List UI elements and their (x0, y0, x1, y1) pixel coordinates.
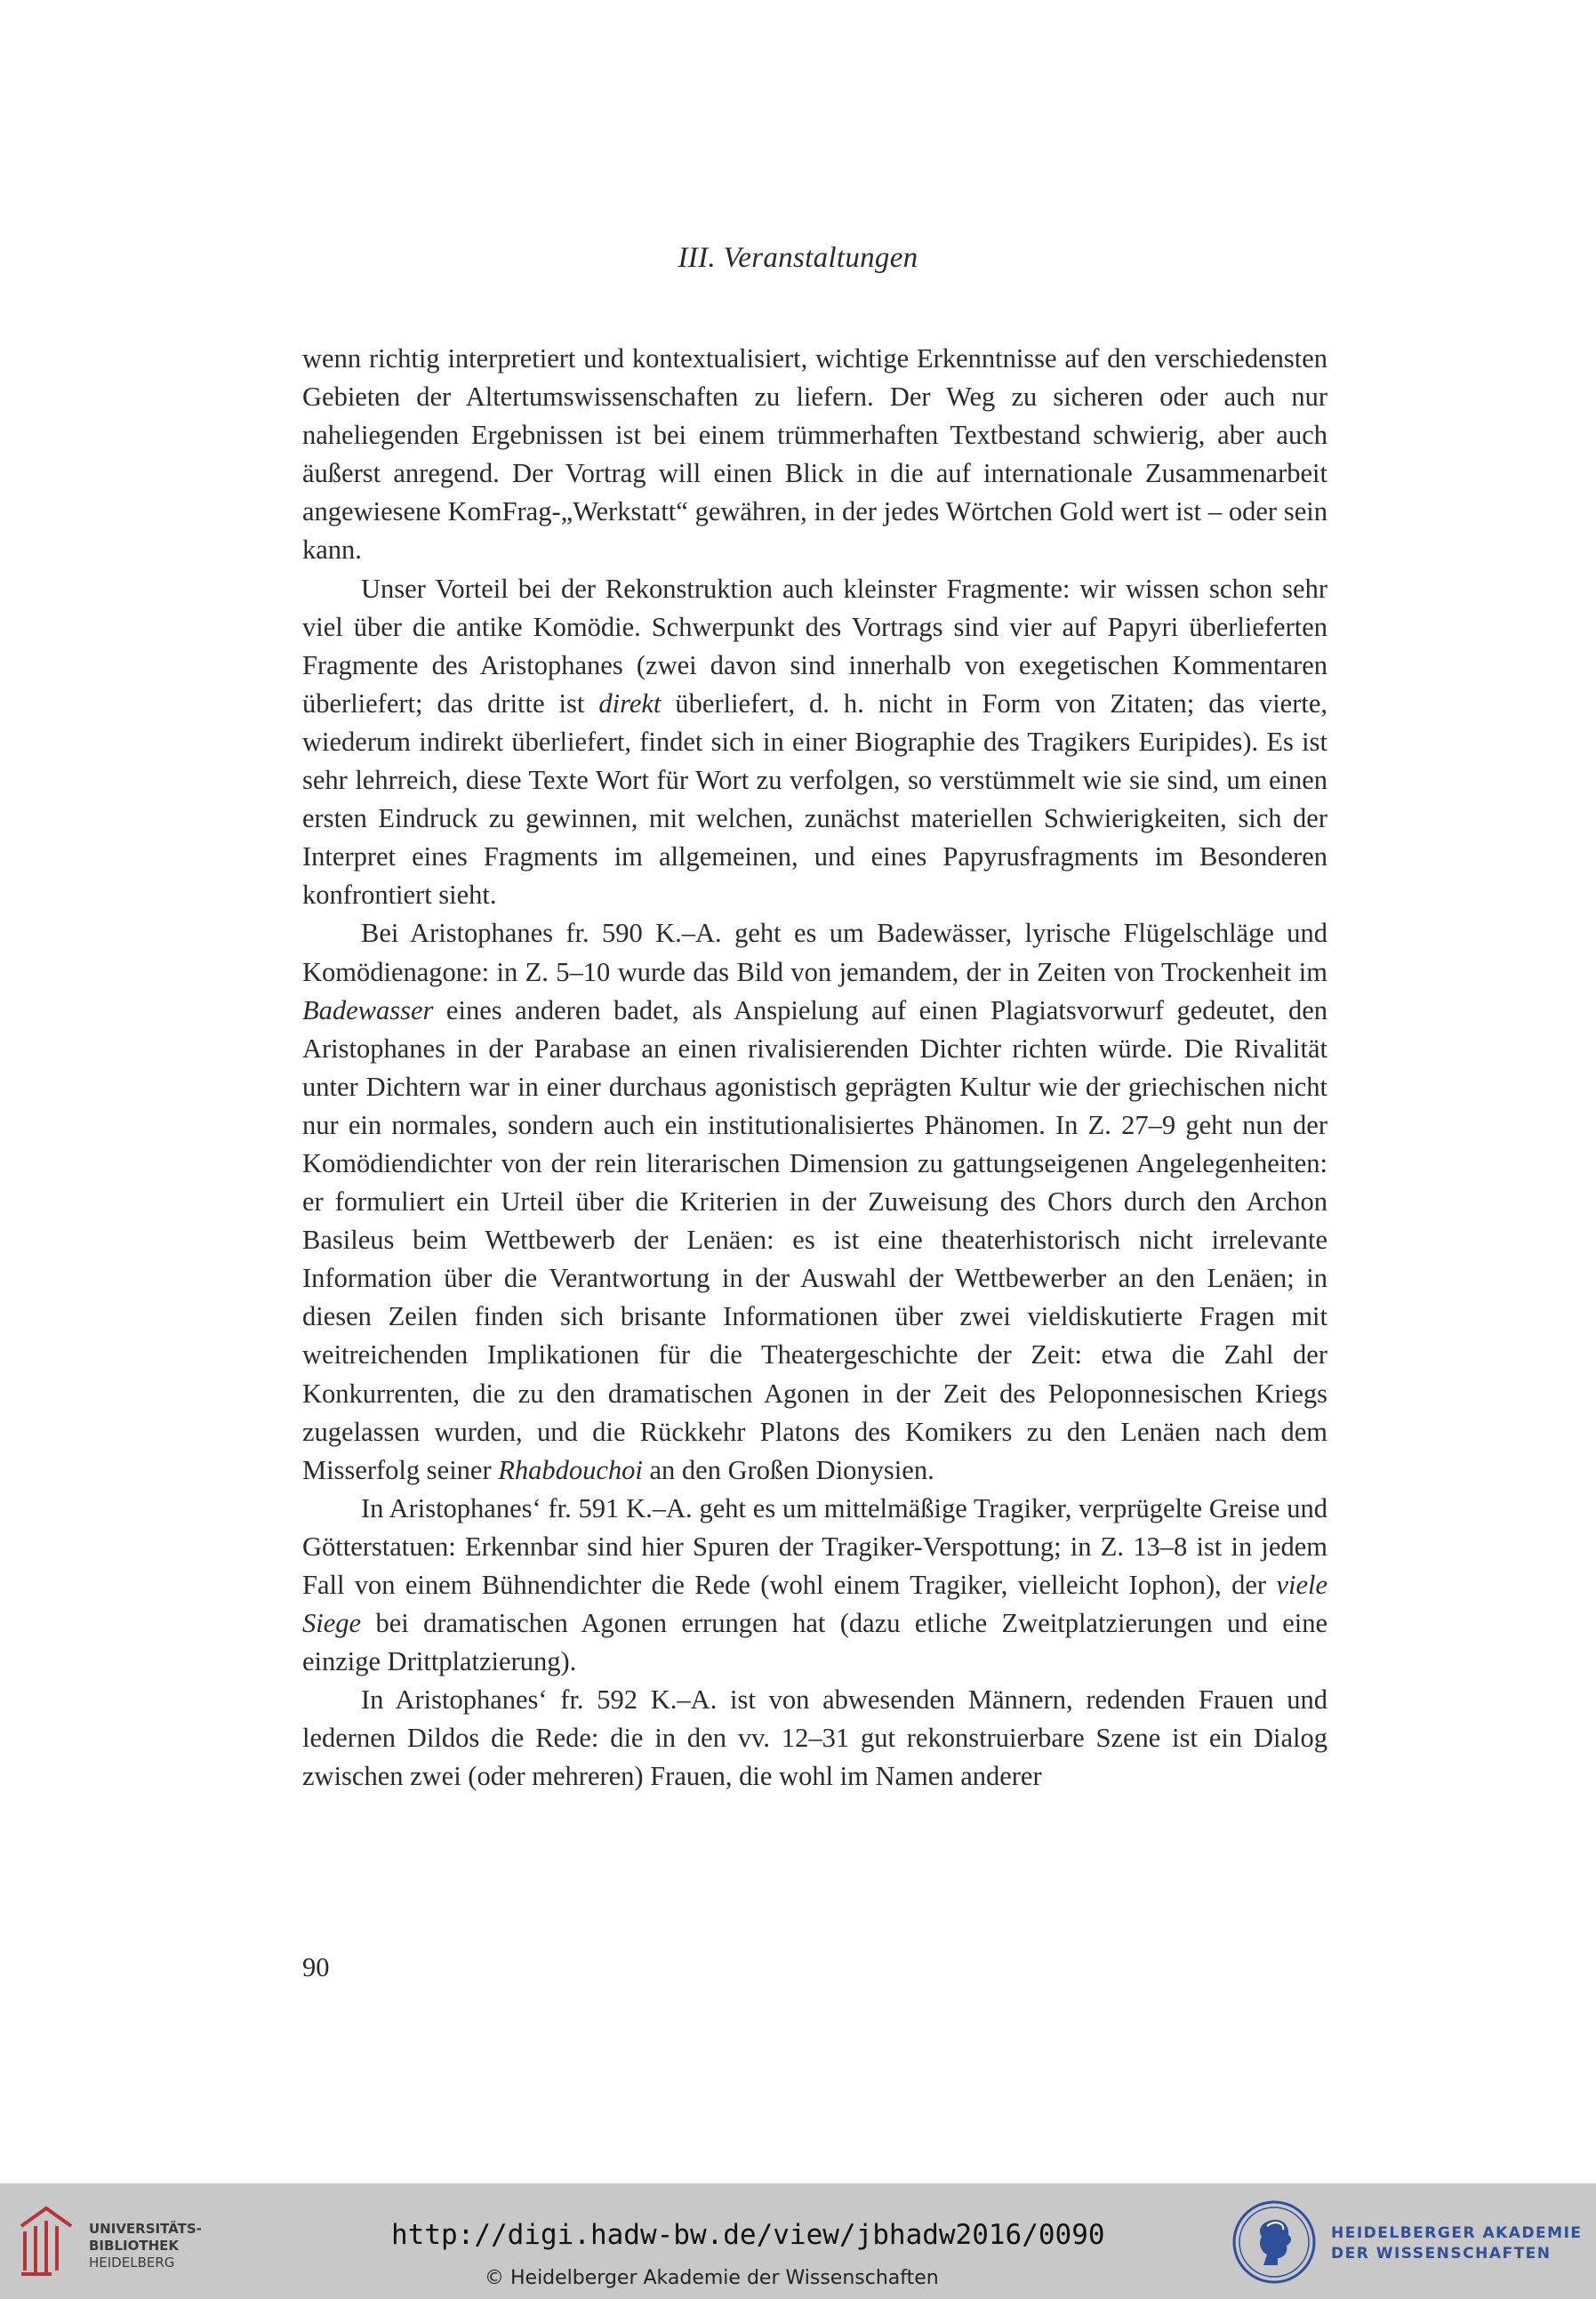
italic-run: viele Siege (302, 1570, 1327, 1639)
text-run: In Aristophanes‘ fr. 592 K.–A. ist von abwesenden Männern, redenden Frauen und ledernen Dildos die Rede: die in den vv. 12–31 gut rekonstruierbare Szene ist ein Dialog zwischen zwei (oder mehreren) Frauen, die wohl im Namen anderer (302, 1684, 1327, 1792)
athena-seal-icon (1231, 2199, 1317, 2285)
page-number: 90 (302, 1952, 330, 1982)
italic-run: Badewasser (302, 994, 434, 1025)
paragraph (302, 1490, 1327, 1681)
text-run: In Aristophanes‘ fr. 591 K.–A. geht es um mittelmäßige Tragiker, verprügelte Greise und Götterstatuen: Erkennbar sind hier Spuren der Tragiker-Verspottung; in Z. 13–8 ist in jedem Fall von einem Bühnendichter die Rede (wohl einem Tragiker, vielleicht Iophon), der (302, 1492, 1327, 1600)
text-run: an den Großen Dionysien. (642, 1454, 934, 1485)
academy-name-line1: HEIDELBERGER AKADEMIE (1331, 2224, 1583, 2242)
text-run: bei dramatischen Agonen errungen hat (dazu etliche Zweitplatzierungen und eine einzige Drittplatzierung). (302, 1608, 1327, 1677)
paragraph (302, 570, 1327, 915)
text-run: wenn richtig interpretiert und kontextualisiert, wichtige Erkenntnisse auf den verschiedensten Gebieten der Altertumswissenschaften zu liefern. Der Weg zu sicheren oder auch nur naheliegenden Ergebnissen ist bei einem trümmerhaften Textbestand schwierig, aber auch äußerst anregend. Der Vortrag will einen Blick in die auf internationale Zusammenarbeit angewiesene KomFrag-„Werkstatt“ gewähren, in der jedes Wörtchen Gold wert ist – oder sein kann. (302, 343, 1327, 566)
running-head: III. Veranstaltungen (678, 242, 918, 274)
text-run: Bei Aristophanes fr. 590 K.–A. geht es um Badewässer, lyrische Flügelschläge und Komödienagone: in Z. 5–10 wurde das Bild von jemandem, der in Zeiten von Trockenheit im (302, 918, 1327, 987)
body-text (302, 340, 1327, 1797)
permalink-url[interactable]: http://digi.hadw-bw.de/view/jbhadw2016/0090 (391, 2219, 1105, 2251)
library-name-line1: UNIVERSITÄTS- (89, 2221, 202, 2237)
library-building-icon (16, 2199, 76, 2279)
copyright-notice: © Heidelberger Akademie der Wissenschaften (485, 2267, 939, 2289)
text-run: Unser Vorteil bei der Rekonstruktion auch kleinster Fragmente: wir wissen schon sehr viel über die antike Komödie. Schwerpunkt des Vortrags sind vier auf Papyri überlieferten Fragmente des Aristophanes (zwei davon sind innerhalb von exegetischen Kommentaren überliefert; das dritte ist (302, 573, 1327, 719)
paragraph (302, 340, 1327, 570)
paragraph (302, 1681, 1327, 1796)
library-name (89, 2221, 202, 2271)
text-run: überliefert, d. h. nicht in Form von Zitaten; das vierte, wiederum indirekt überliefert, findet sich in einer Biographie des Tragikers Euripides). Es ist sehr lehrreich, diese Texte Wort für Wort zu verfolgen, so verstümmelt wie sie sind, um einen ersten Eindruck zu gewinnen, mit welchen, zunächst materiellen Schwierigkeiten, sich der Interpret eines Fragments im allgemeinen, und eines Papyrusfragments im Besonderen konfrontiert sieht. (302, 687, 1327, 911)
text-run: eines anderen badet, als Anspielung auf einen Plagiatsvorwurf gedeutet, den Aristophanes in der Parabase an einen rivalisierenden Dichter richten würde. Die Rivalität unter Dichtern war in einer durchaus agonistisch geprägten Kultur wie der griechischen nicht nur ein normales, sondern auch ein institutionalisiertes Phänomen. In Z. 27–9 geht nun der Komödiendichter von der rein literarischen Dimension zu gattungseigenen Angelegenheiten: er formuliert ein Urteil über die Kriterien in der Zuweisung des Chors durch den Archon Basileus beim Wettbewerb der Lenäen: es ist eine theaterhistorisch nicht irrelevante Information über die Verantwortung in der Auswahl der Wettbewerber an den Lenäen; in diesen Zeilen finden sich brisante Informationen über zwei vieldiskutierte Fragen mit weitreichenden Implikationen für die Theatergeschichte der Zeit: etwa die Zahl der Konkurrenten, die zu den dramatischen Agonen in der Zeit des Peloponnesischen Kriegs zugelassen wurden, und die Rückkehr Platons des Komikers zu den Lenäen nach dem Misserfolg seiner (302, 994, 1327, 1485)
academy-name-line2: DER WISSENSCHAFTEN (1331, 2245, 1552, 2263)
academy-name (1331, 2223, 1583, 2264)
library-name-line3: HEIDELBERG (89, 2255, 175, 2271)
italic-run: Rhabdouchoi (498, 1454, 643, 1485)
italic-run: direkt (598, 687, 662, 719)
library-name-line2: BIBLIOTHEK (89, 2238, 179, 2254)
paragraph (302, 914, 1327, 1489)
footer-bar (0, 2183, 1596, 2299)
